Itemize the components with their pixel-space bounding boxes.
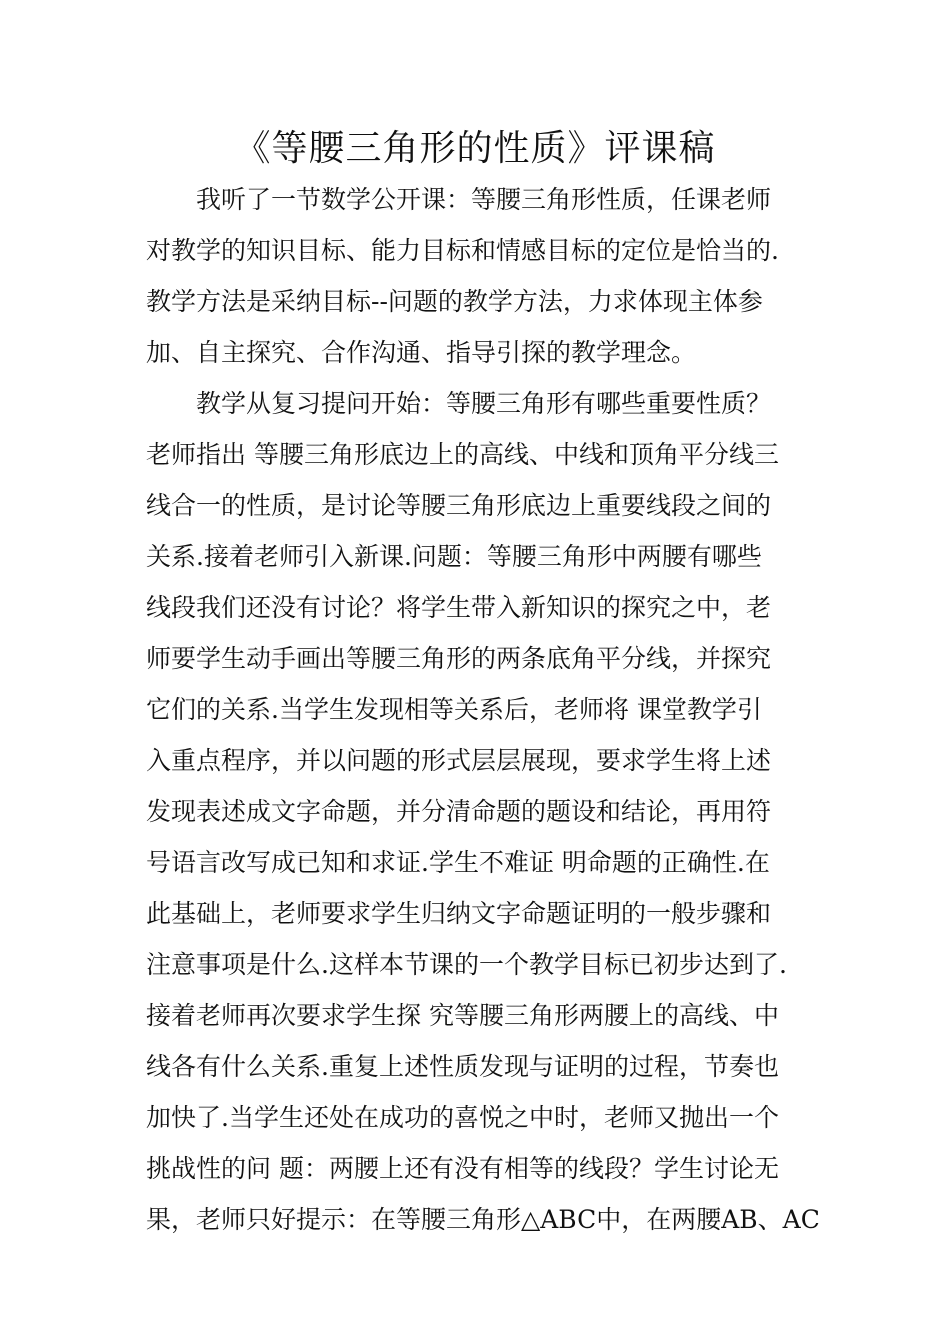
body-line: 教学从复习提问开始：等腰三角形有哪些重要性质？ xyxy=(146,389,772,418)
document-title: 《等腰三角形的性质》评课稿 xyxy=(234,128,716,169)
body-line: 师要学生动手画出等腰三角形的两条底角平分线，并探究 xyxy=(146,644,772,673)
body-line: 发现表述成文字命题，并分清命题的题设和结论，再用符 xyxy=(146,797,772,826)
body-line: 果，老师只好提示：在等腰三角形△ABC中，在两腰AB、AC xyxy=(146,1205,820,1234)
body-line: 号语言改写成已知和求证.学生不难证 明命题的正确性.在 xyxy=(146,848,770,877)
body-line: 对教学的知识目标、能力目标和情感目标的定位是恰当的. xyxy=(146,236,779,265)
body-line: 关系.接着老师引入新课.问题：等腰三角形中两腰有哪些 xyxy=(146,542,762,571)
body-line: 挑战性的问 题：两腰上还有没有相等的线段？学生讨论无 xyxy=(146,1154,779,1183)
body-line: 老师指出 等腰三角形底边上的高线、中线和顶角平分线三 xyxy=(146,440,779,469)
body-line: 线各有什么关系.重复上述性质发现与证明的过程，节奏也 xyxy=(146,1052,779,1081)
body-line: 线段我们还没有讨论？将学生带入新知识的探究之中，老 xyxy=(146,593,772,622)
body-line: 我听了一节数学公开课：等腰三角形性质，任课老师 xyxy=(146,185,772,214)
body-line: 注意事项是什么.这样本节课的一个教学目标已初步达到了. xyxy=(146,950,787,979)
body-line: 加、自主探究、合作沟通、指导引探的教学理念。 xyxy=(146,338,697,367)
document-body xyxy=(146,174,820,1245)
body-line: 加快了.当学生还处在成功的喜悦之中时，老师又抛出一个 xyxy=(146,1103,779,1132)
body-line: 入重点程序，并以问题的形式层层展现，要求学生将上述 xyxy=(146,746,772,775)
body-line: 它们的关系.当学生发现相等关系后，老师将 课堂教学引 xyxy=(146,695,762,724)
body-line: 线合一的性质，是讨论等腰三角形底边上重要线段之间的 xyxy=(146,491,772,520)
body-line: 接着老师再次要求学生探 究等腰三角形两腰上的高线、中 xyxy=(146,1001,779,1030)
body-line: 教学方法是采纳目标--问题的教学方法，力求体现主体参 xyxy=(146,287,763,316)
body-line: 此基础上，老师要求学生归纳文字命题证明的一般步骤和 xyxy=(146,899,772,928)
